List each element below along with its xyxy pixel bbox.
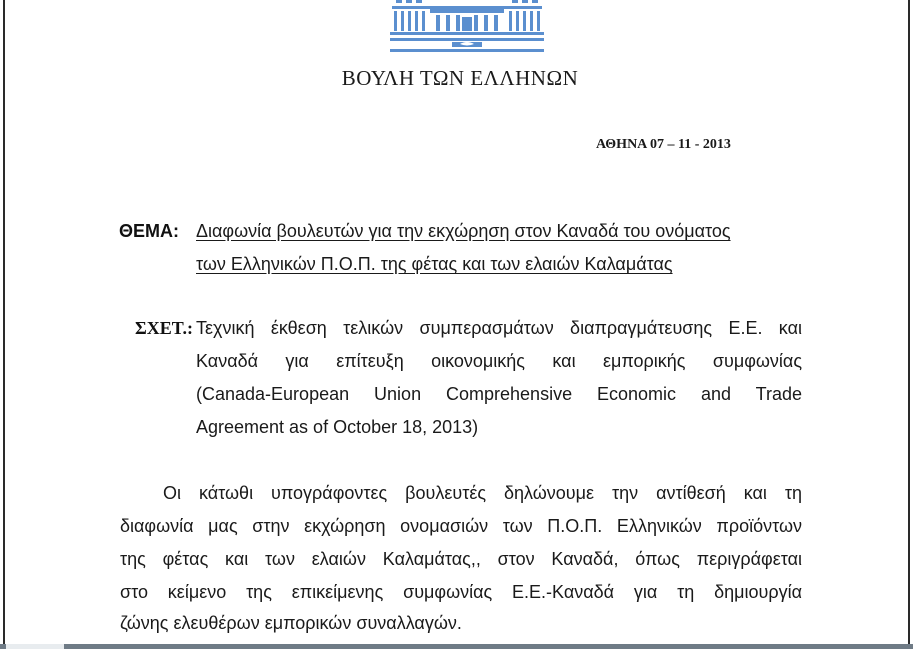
page-left-border [3, 0, 5, 645]
body-line: στο κείμενο της επικείμενης συμφωνίας Ε.Ε.-Καναδά για τη δημιουργία [120, 582, 802, 602]
parliament-name: ΒΟΥΛΗ ΤΩΝ ΕΛΛΗΝΩΝ [341, 66, 579, 90]
subject-line: Διαφωνία βουλευτών για την εκχώρηση στον Καναδά του ονόματος [196, 221, 731, 241]
reference-label: ΣΧΕΤ.: [135, 318, 193, 338]
document-date: ΑΘΗΝΑ 07 – 11 - 2013 [596, 137, 731, 152]
body-line: της φέτας και των ελαιών Καλαμάτας,, στον Καναδά, όπως περιγράφεται [120, 549, 802, 569]
subject-label: ΘΕΜΑ: [119, 221, 179, 241]
body-line: Οι κάτωθι υπογράφοντες βουλευτές δηλώνουμε την αντίθεσή και τη [163, 483, 802, 503]
page-right-border [908, 0, 910, 645]
reference-line: Agreement as of October 18, 2013) [196, 417, 479, 437]
subject-line: των Ελληνικών Π.Ο.Π. της φέτας και των ελαιών Καλαμάτας [196, 254, 673, 274]
reference-line: Τεχνική έκθεση τελικών συμπερασμάτων διαπραγμάτευσης Ε.Ε. και [196, 318, 802, 338]
body-line: διαφωνία μας στην εκχώρηση ονομασιών των Π.Ο.Π. Ελληνικών προϊόντων [120, 516, 802, 536]
body-line: ζώνης ελευθέρων εμπορικών συναλλαγών. [120, 613, 462, 633]
reference-line: Καναδά για επίτευξη οικονομικής και εμπορικής συμφωνίας [196, 351, 802, 371]
viewer-bottom-bar [0, 644, 913, 649]
viewer-tab-segment [6, 644, 64, 649]
hellenic-parliament-building-icon [390, 0, 544, 56]
reference-line: (Canada-European Union Comprehensive Economic and Trade [196, 384, 802, 404]
